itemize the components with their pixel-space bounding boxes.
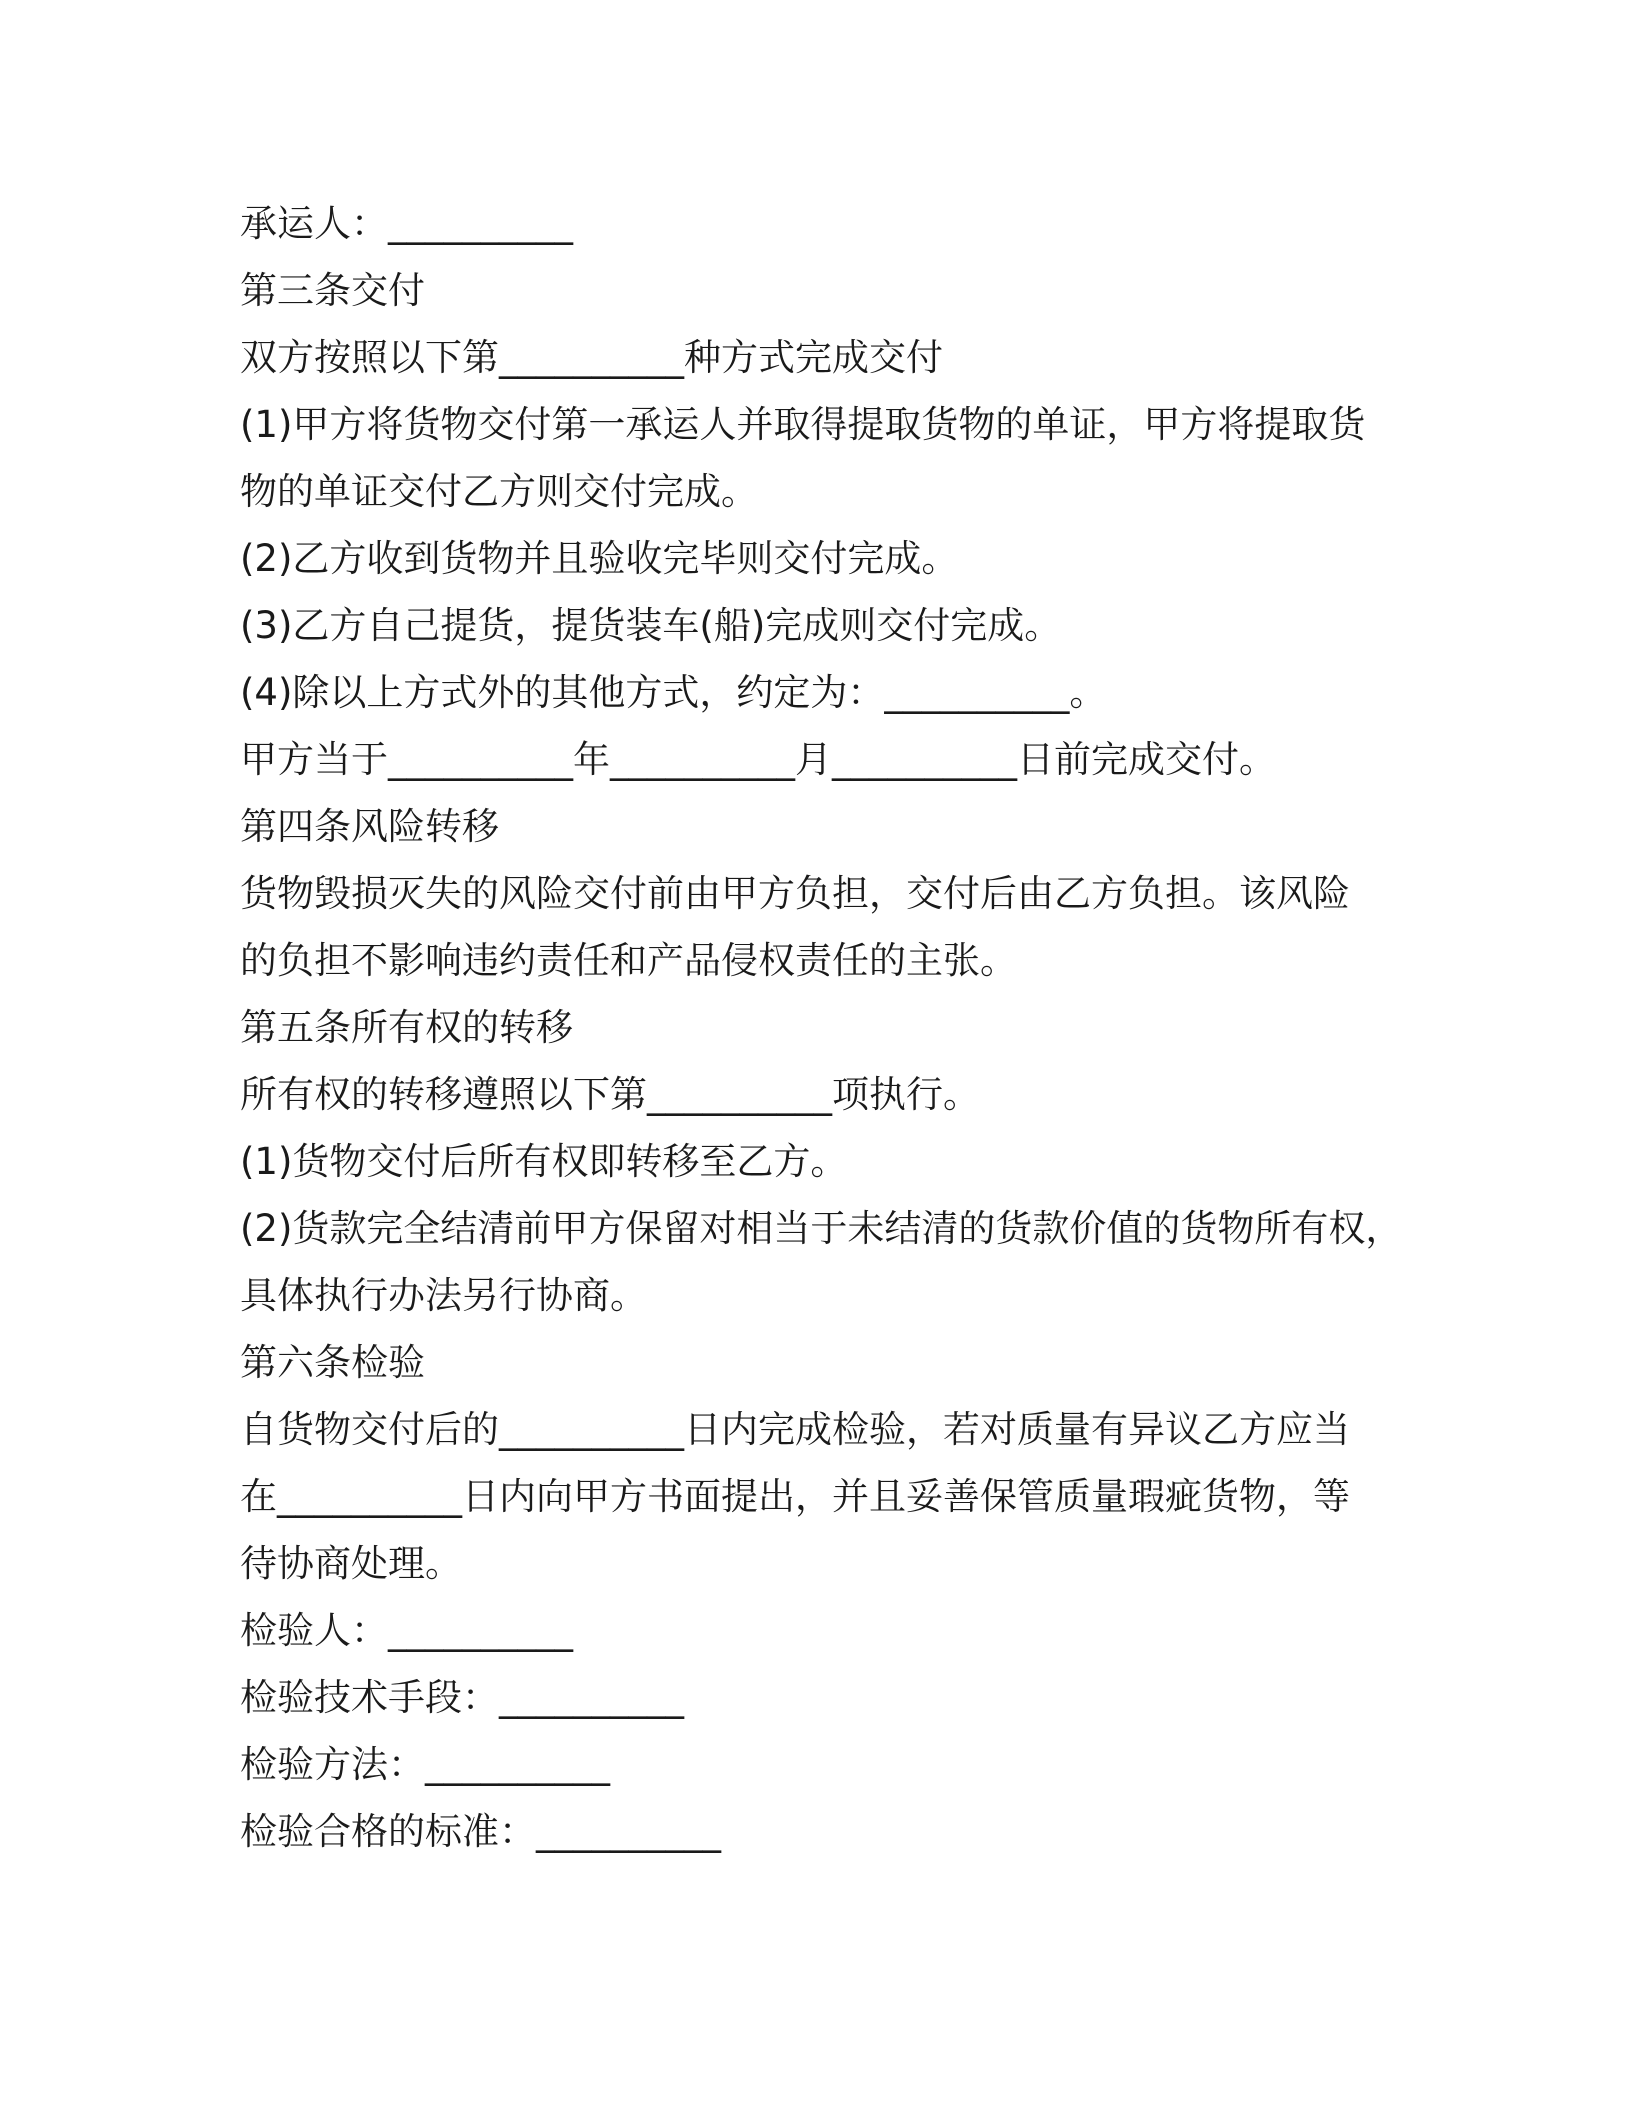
- inspection-line-2: 在__________日内向甲方书面提出，并且妥善保管质量瑕疵货物，等: [240, 1475, 1350, 1518]
- inspection-line-3: 待协商处理。: [240, 1542, 462, 1585]
- article-5-heading: 第五条所有权的转移: [240, 1006, 573, 1049]
- ownership-option-2-line-1: (2)货款完全结清前甲方保留对相当于未结清的货款价值的货物所有权，: [240, 1207, 1403, 1250]
- carrier-field-line: 承运人：__________: [240, 202, 573, 245]
- inspection-standard-field-line: 检验合格的标准：__________: [240, 1810, 721, 1853]
- delivery-option-3: (3)乙方自己提货，提货装车(船)完成则交付完成。: [240, 604, 1062, 647]
- delivery-option-1-line-2: 物的单证交付乙方则交付完成。: [240, 470, 758, 513]
- inspection-method-field-line: 检验方法：__________: [240, 1743, 610, 1786]
- article-6-heading: 第六条检验: [240, 1341, 425, 1384]
- risk-transfer-line-1: 货物毁损灭失的风险交付前由甲方负担，交付后由乙方负担。该风险: [240, 872, 1350, 915]
- ownership-option-1: (1)货物交付后所有权即转移至乙方。: [240, 1140, 848, 1183]
- delivery-option-4: (4)除以上方式外的其他方式，约定为：__________。: [240, 671, 1107, 714]
- article-3-heading: 第三条交付: [240, 269, 425, 312]
- inspector-field-line: 检验人：__________: [240, 1609, 573, 1652]
- inspection-technique-field-line: 检验技术手段：__________: [240, 1676, 684, 1719]
- inspection-line-1: 自货物交付后的__________日内完成检验，若对质量有异议乙方应当: [240, 1408, 1350, 1451]
- risk-transfer-line-2: 的负担不影响违约责任和产品侵权责任的主张。: [240, 939, 1017, 982]
- ownership-transfer-line: 所有权的转移遵照以下第__________项执行。: [240, 1073, 980, 1116]
- delivery-option-1-line-1: (1)甲方将货物交付第一承运人并取得提取货物的单证，甲方将提取货: [240, 403, 1366, 446]
- delivery-option-2: (2)乙方收到货物并且验收完毕则交付完成。: [240, 537, 959, 580]
- document-body: [240, 190, 1420, 1865]
- delivery-method-line: 双方按照以下第__________种方式完成交付: [240, 336, 943, 379]
- ownership-option-2-line-2: 具体执行办法另行协商。: [240, 1274, 647, 1317]
- delivery-date-line: 甲方当于__________年__________月__________日前完成交付。: [240, 738, 1276, 781]
- article-4-heading: 第四条风险转移: [240, 805, 499, 848]
